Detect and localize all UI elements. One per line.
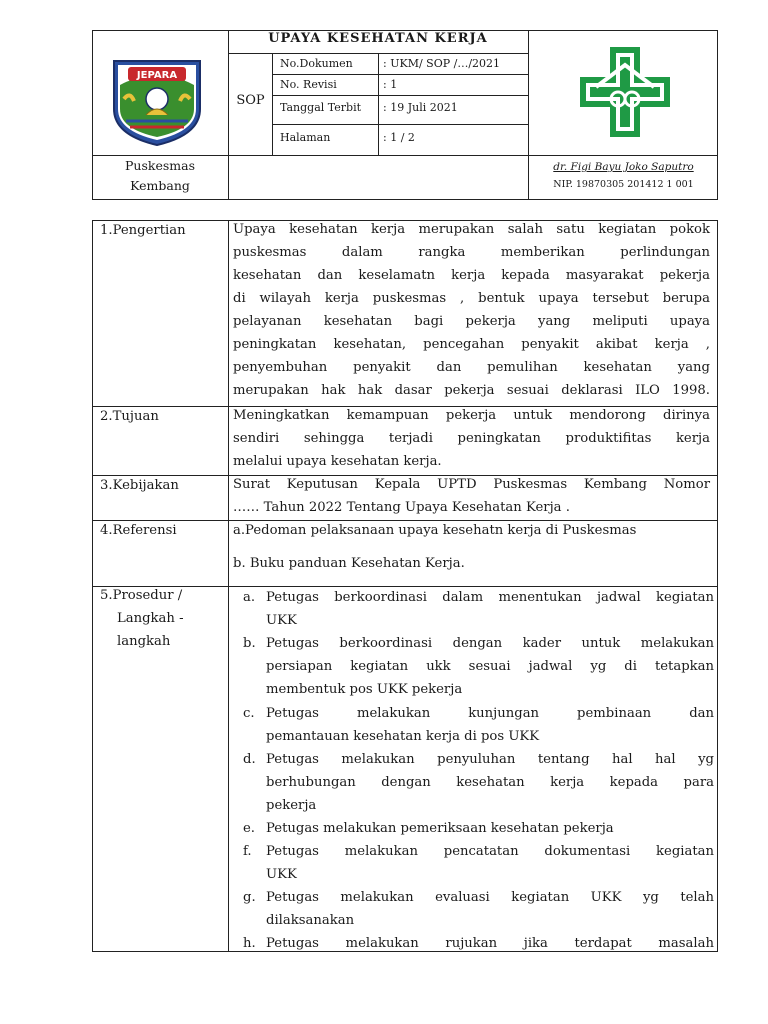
header-divider-fields <box>378 53 379 155</box>
field-label-no-dokumen: No.Dokumen <box>280 57 353 70</box>
tujuan-line: sendiri sehingga terjadi peningkatan produktifitas kerja <box>233 431 710 446</box>
tujuan-line: Meningkatkan kemampuan pekerja untuk mendorong dirinya <box>233 408 710 423</box>
list-marker: c. <box>243 706 255 721</box>
field-value-no-revisi: : 1 <box>383 78 398 91</box>
kebijakan-line: Surat Keputusan Kepala UPTD Puskesmas Kembang Nomor <box>233 477 710 492</box>
list-line: berhubungan dengan kesehatan kerja kepada para <box>266 775 714 790</box>
pengertian-line: di wilayah kerja puskesmas , bentuk upaya tersebut berupa <box>233 291 710 306</box>
pengertian-line: kesehatan dan keselamatn kerja kepada masyarakat pekerja <box>233 268 710 283</box>
header-divider-sop <box>272 53 273 155</box>
prosedur-label-line: langkah <box>117 634 171 649</box>
section-label-pengertian: 1.Pengertian <box>100 223 186 238</box>
list-line: Petugas berkoordinasi dalam menentukan jadwal kegiatan <box>266 590 714 605</box>
pengertian-line: penyembuhan penyakit dan pemulihan kesehatan yang <box>233 360 710 375</box>
list-line: Petugas melakukan pemeriksaan kesehatan pekerja <box>266 821 614 836</box>
crest-text: JEPARA <box>136 70 178 81</box>
list-line: Petugas melakukan pencatatan dokumentasi kegiatan <box>266 844 714 859</box>
list-line: Petugas melakukan penyuluhan tentang hal hal yg <box>266 752 714 767</box>
list-line: Petugas berkoordinasi dengan kader untuk melakukan <box>266 636 714 651</box>
list-line: pekerja <box>266 798 317 813</box>
field-label-halaman: Halaman <box>280 131 331 144</box>
list-line: UKK <box>266 613 297 628</box>
list-line: Petugas melakukan kunjungan pembinaan dan <box>266 706 714 721</box>
pengertian-paragraph <box>233 218 710 402</box>
tujuan-paragraph <box>233 404 710 473</box>
referensi-item: b. Buku panduan Kesehatan Kerja. <box>233 556 465 571</box>
section-label-referensi: 4.Referensi <box>100 523 177 538</box>
pengertian-line: merupakan hak hak dasar pekerja sesuai deklarasi ILO 1998. <box>233 383 710 398</box>
header-row-line-title <box>228 53 528 54</box>
referensi-item: a.Pedoman pelaksanaan upaya kesehatn kerja di Puskesmas <box>233 523 637 538</box>
field-label-tanggal-terbit: Tanggal Terbit <box>280 101 362 114</box>
list-marker: f. <box>243 844 252 859</box>
list-line: persiapan kegiatan ukk sesuai jadwal yg di tetapkan <box>266 659 714 674</box>
pengertian-line: peningkatan kesehatan, pencegahan penyakit akibat kerja , <box>233 337 710 352</box>
signer-nip: NIP. 19870305 201412 1 001 <box>553 179 694 190</box>
field-value-no-dokumen: : UKM/ SOP /…/2021 <box>383 57 501 70</box>
document-title: UPAYA KESEHATAN KERJA <box>268 31 488 46</box>
section-label-prosedur <box>100 584 224 653</box>
header-divider-left <box>228 30 229 200</box>
list-marker: a. <box>243 590 256 605</box>
row-divider-3 <box>92 520 718 521</box>
list-line: dilaksanakan <box>266 913 355 928</box>
org-name-line2: Kembang <box>130 178 190 193</box>
list-line: UKK <box>266 867 297 882</box>
signer-name: dr. Figi Bayu Joko Saputro <box>553 161 694 173</box>
list-marker: h. <box>243 936 256 951</box>
puskesmas-cross-logo <box>576 43 674 141</box>
header-row-line-2 <box>272 95 528 96</box>
list-line: Petugas melakukan evaluasi kegiatan UKK yg telah <box>266 890 714 905</box>
org-name-line1: Puskesmas <box>125 158 195 173</box>
field-value-tanggal-terbit: : 19 Juli 2021 <box>383 101 458 114</box>
prosedur-label-line: 5.Prosedur / <box>100 588 183 603</box>
list-line: Petugas melakukan rujukan jika terdapat masalah <box>266 936 714 951</box>
field-label-no-revisi: No. Revisi <box>280 78 337 91</box>
list-line: membentuk pos UKK pekerja <box>266 682 463 697</box>
section-label-tujuan: 2.Tujuan <box>100 409 159 424</box>
sop-label: SOP <box>236 93 265 108</box>
list-line: pemantauan kesehatan kerja di pos UKK <box>266 729 540 744</box>
list-marker: d. <box>243 752 256 767</box>
jepara-crest-logo <box>108 55 206 147</box>
pengertian-line: puskesmas dalam rangka memberikan perlindungan <box>233 245 710 260</box>
pengertian-line: pelayanan kesehatan bagi pekerja yang meliputi upaya <box>233 314 710 329</box>
field-value-halaman: : 1 / 2 <box>383 131 415 144</box>
header-row-line-3 <box>272 124 528 125</box>
tujuan-line: melalui upaya kesehatan kerja. <box>233 454 442 469</box>
kebijakan-paragraph <box>233 473 710 519</box>
header-row-line-1 <box>272 74 528 75</box>
list-marker: g. <box>243 890 256 905</box>
kebijakan-line: …… Tahun 2022 Tentang Upaya Kesehatan Kerja . <box>233 500 570 515</box>
section-label-kebijakan: 3.Kebijakan <box>100 478 179 493</box>
pengertian-line: Upaya kesehatan kerja merupakan salah satu kegiatan pokok <box>233 222 710 237</box>
header-divider-right <box>528 30 529 200</box>
list-marker: e. <box>243 821 255 836</box>
list-marker: b. <box>243 636 256 651</box>
prosedur-label-line: Langkah - <box>117 611 184 626</box>
